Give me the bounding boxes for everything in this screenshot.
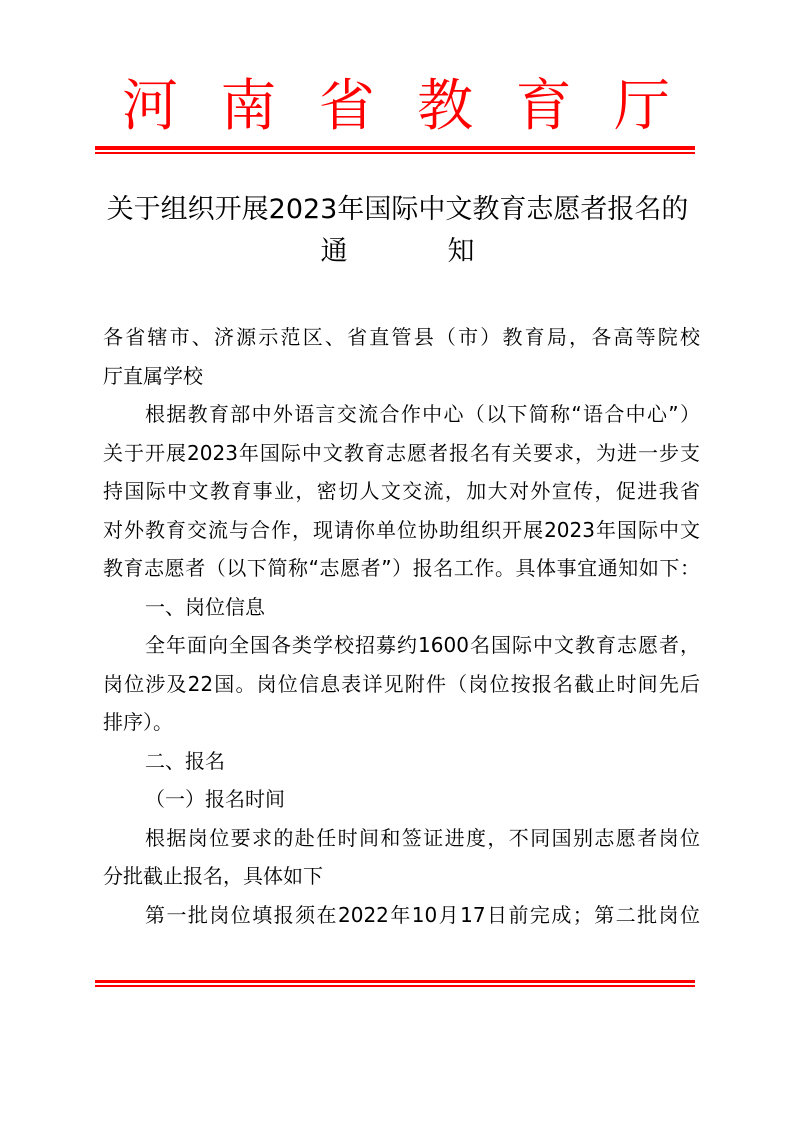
masthead-char: 省 xyxy=(318,74,375,139)
document-title: 关于组织开展2023年国际中文教育志愿者报名的 xyxy=(106,194,689,225)
masthead-rule-thin xyxy=(95,152,695,154)
body-line: 第一批岗位填报须在2022年10月17日前完成；第二批岗位 xyxy=(145,902,700,927)
body-line: 分批截止报名，具体如下 xyxy=(103,864,323,888)
body-line: 二、报名 xyxy=(145,748,225,773)
body-line: 对外教育交流与合作，现请你单位协助组织开展2023年国际中文 xyxy=(103,517,700,542)
masthead-char: 教 xyxy=(417,74,474,139)
masthead-char: 南 xyxy=(220,74,277,139)
body-line: 根据教育部中外语言交流合作中心（以下简称“语合中心”） xyxy=(145,402,700,426)
masthead-rule-thick xyxy=(95,146,695,150)
body-line: 岗位涉及22国。岗位信息表详见附件（岗位按报名截止时间先后 xyxy=(103,671,700,696)
footer-rule-thick xyxy=(95,980,695,983)
masthead-char: 育 xyxy=(515,74,572,139)
body-line: 厅直属学校 xyxy=(103,363,203,388)
body-line: （一）报名时间 xyxy=(145,787,285,811)
title-char: 知 xyxy=(447,236,475,267)
masthead-char: 厅 xyxy=(613,74,670,139)
body-line: 关于开展2023年国际中文教育志愿者报名有关要求，为进一步支 xyxy=(103,440,700,465)
body-line: 根据岗位要求的赴任时间和签证进度，不同国别志愿者岗位 xyxy=(145,825,700,850)
body-line: 一、岗位信息 xyxy=(145,594,265,619)
masthead xyxy=(122,74,670,140)
body-line: 持国际中文教育事业，密切人文交流，加大对外宣传，促进我省 xyxy=(103,479,700,503)
body-line: 教育志愿者（以下简称“志愿者”）报名工作。具体事宜通知如下： xyxy=(103,556,700,580)
document-title-line2 xyxy=(95,232,700,272)
body-line: 排序）。 xyxy=(103,710,173,734)
body-line: 全年面向全国各类学校招募约1600名国际中文教育志愿者， xyxy=(145,633,700,657)
document-body xyxy=(103,318,700,934)
title-char: 通 xyxy=(320,236,348,267)
body-line: 各省辖市、济源示范区、省直管县（市）教育局，各高等院校 xyxy=(103,325,700,349)
masthead-char: 河 xyxy=(122,74,178,139)
footer-rule-thin xyxy=(95,985,695,987)
